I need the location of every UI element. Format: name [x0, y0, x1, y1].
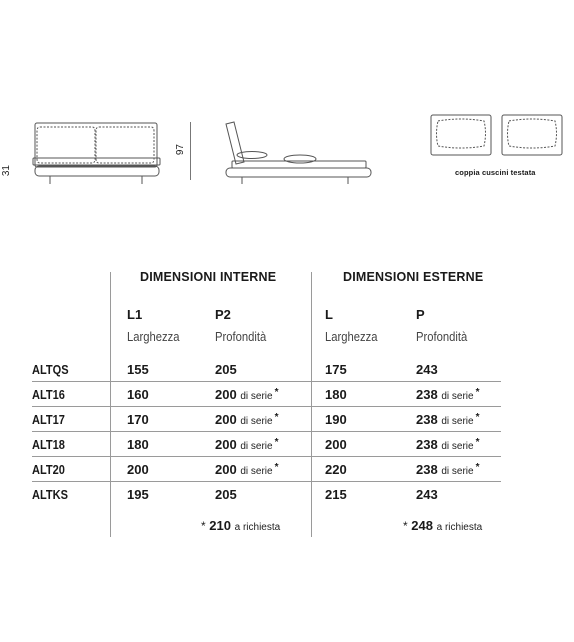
- cell-l: 200: [325, 437, 347, 452]
- bed-side-view-drawing: [218, 118, 378, 190]
- cell-l1: 170: [127, 412, 149, 427]
- row-divider: [32, 481, 501, 482]
- table-separator-middle: [311, 272, 312, 537]
- cell-p2: 200 di serie *: [215, 412, 279, 427]
- height-97-tick: [190, 122, 191, 180]
- cell-l1: 180: [127, 437, 149, 452]
- cell-l: 175: [325, 362, 347, 377]
- row-model: ALT18: [32, 437, 65, 452]
- cell-l: 215: [325, 487, 347, 502]
- row-model: ALTKS: [32, 487, 69, 502]
- cell-p: 238 di serie *: [416, 412, 480, 427]
- headboard-pillow-left-drawing: [430, 114, 492, 156]
- group-header-internal: DIMENSIONI INTERNE: [140, 270, 277, 284]
- row-model: ALT16: [32, 387, 65, 402]
- col-header-name: Profondità: [215, 330, 267, 344]
- row-model: ALT17: [32, 412, 65, 427]
- col-header-code: P2: [215, 307, 231, 322]
- cell-p: 238 di serie *: [416, 437, 480, 452]
- row-model: ALTQS: [32, 362, 69, 377]
- row-divider: [32, 406, 501, 407]
- cell-l1: 160: [127, 387, 149, 402]
- col-header-code: P: [416, 307, 425, 322]
- cell-l: 190: [325, 412, 347, 427]
- cell-l: 220: [325, 462, 347, 477]
- group-header-external: DIMENSIONI ESTERNE: [343, 270, 484, 284]
- bed-front-view-drawing: [30, 118, 165, 190]
- col-header-code: L: [325, 307, 333, 322]
- cell-l1: 155: [127, 362, 149, 377]
- cell-p2: 205: [215, 487, 237, 502]
- cell-p: 238 di serie *: [416, 462, 480, 477]
- height-label-31: 31: [1, 165, 12, 177]
- cell-p: 243: [416, 362, 438, 377]
- pillow-caption: coppia cuscini testata: [455, 168, 536, 177]
- cell-p: 243: [416, 487, 438, 502]
- height-label-97: 97: [175, 144, 186, 156]
- headboard-pillow-right-drawing: [501, 114, 563, 156]
- col-header-code: L1: [127, 307, 143, 322]
- cell-p2: 205: [215, 362, 237, 377]
- cell-p2: 200 di serie *: [215, 437, 279, 452]
- col-header-name: Larghezza: [127, 330, 180, 344]
- row-model: ALT20: [32, 462, 65, 477]
- cell-l1: 200: [127, 462, 149, 477]
- footnote-internal: * 210 a richiesta: [201, 518, 281, 533]
- row-divider: [32, 456, 501, 457]
- row-divider: [32, 431, 501, 432]
- cell-l: 180: [325, 387, 347, 402]
- cell-p2: 200 di serie *: [215, 462, 279, 477]
- footnote-external: * 248 a richiesta: [403, 518, 483, 533]
- cell-p2: 200 di serie *: [215, 387, 279, 402]
- row-divider: [32, 381, 501, 382]
- col-header-name: Profondità: [416, 330, 468, 344]
- cell-p: 238 di serie *: [416, 387, 480, 402]
- table-separator-left: [110, 272, 111, 537]
- cell-l1: 195: [127, 487, 149, 502]
- col-header-name: Larghezza: [325, 330, 378, 344]
